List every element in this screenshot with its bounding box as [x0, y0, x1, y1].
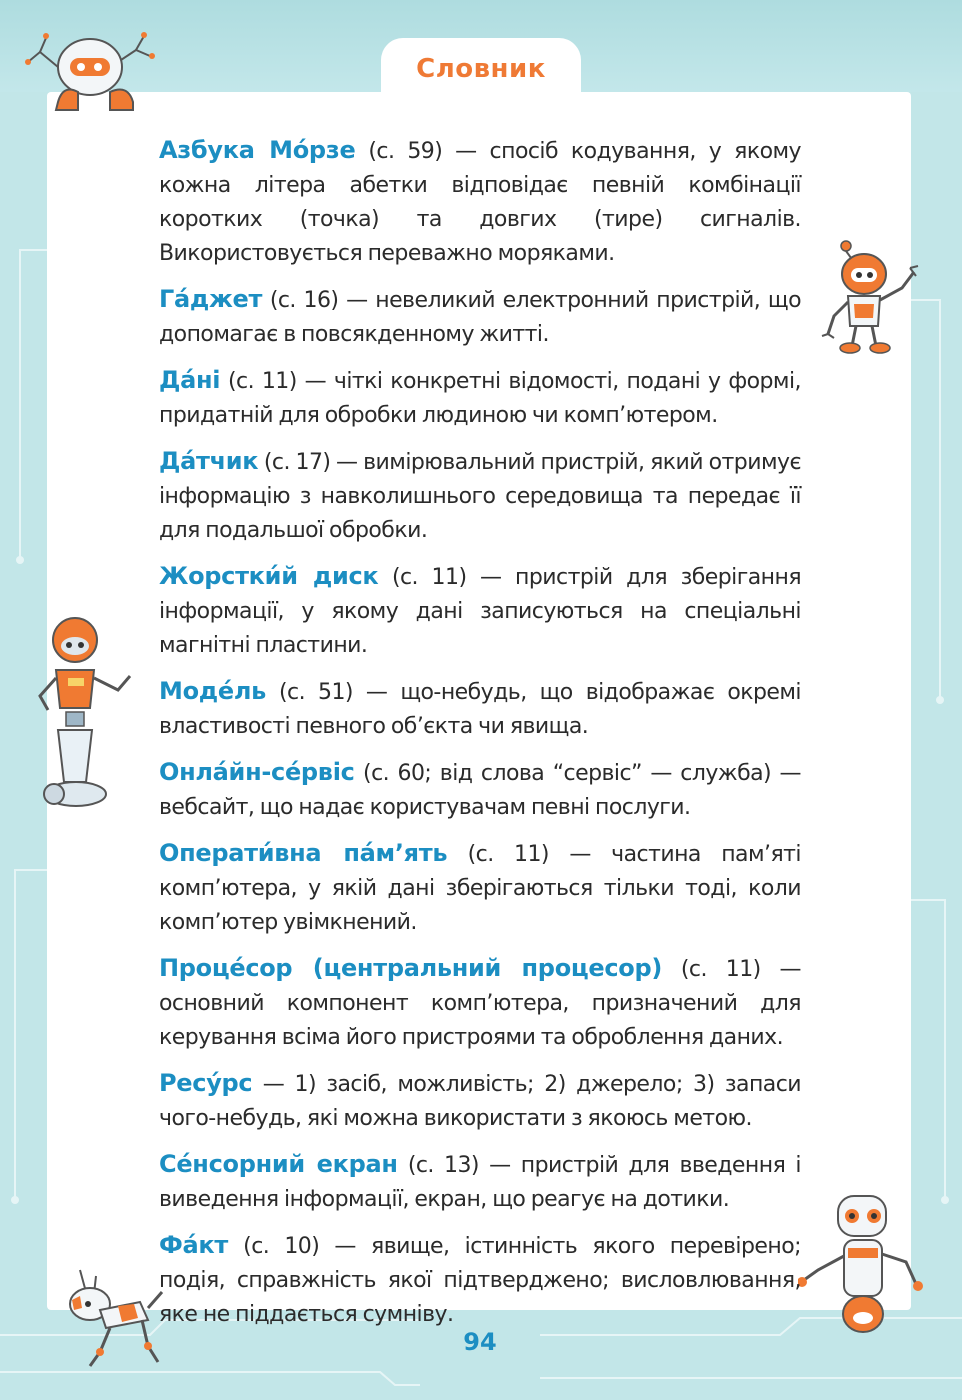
glossary-entry-zhorstkyi-dysk: [159, 559, 801, 663]
term: Да́ні: [159, 366, 221, 394]
robot-segway-icon: [30, 612, 140, 812]
glossary-entry-model: [159, 674, 801, 744]
term: Операти́вна па́м’ять: [159, 839, 448, 867]
definition: (с. 11) — частина пам’яті комп’ютера, у якій дані зберігаються тільки тоді, коли комп’ютер увімкнений.: [159, 842, 801, 935]
definition: (с. 11) — основний компонент комп’ютера, призначений для керування всіма його пристроями та оброблення даних.: [159, 957, 801, 1050]
definition: (с. 17) — вимірювальний пристрій, який отримує інформацію з навколишнього середовища та передає її для подальшої обробки.: [159, 450, 801, 543]
term: Се́нсорний екран: [159, 1150, 398, 1178]
title-tab: [381, 38, 581, 100]
glossary-entry-operatyvna-pamiat: [159, 836, 801, 940]
definition: (с. 16) — невеликий електронний пристрій, що допомагає в повсякденному житті.: [159, 288, 801, 347]
robot-bottom-right-icon: [798, 1192, 928, 1342]
definition: (с. 51) — що-небудь, що відображає окремі властивості певного об’єкта чи явища.: [159, 680, 801, 739]
definition: — 1) засіб, можливість; 2) джерело; 3) запаси чого-небудь, які можна використати з якоюсь метою.: [159, 1072, 801, 1131]
term: Га́джет: [159, 285, 263, 313]
glossary-list: [159, 133, 801, 1343]
definition: (с. 11) — пристрій для зберігання інформації, у якому дані записуються на спеціальні магнітні пластини.: [159, 565, 801, 658]
definition: (с. 11) — чіткі конкретні відомості, подані у формі, придатній для обробки людиною чи комп’ютером.: [159, 369, 801, 428]
term: Ресу́рс: [159, 1069, 253, 1097]
glossary-entry-online-servis: [159, 755, 801, 825]
term: Азбука Мо́рзе: [159, 136, 356, 164]
robot-top-left-icon: [18, 22, 168, 117]
glossary-entry-datchyk: [159, 444, 801, 548]
term: Проце́сор (центральний процесор): [159, 954, 663, 982]
page-title: Словник: [416, 54, 546, 84]
term: Онла́йн-се́рвіс: [159, 758, 355, 786]
definition: (с. 13) — пристрій для введення і виведення інформації, екран, що реагує на дотики.: [159, 1153, 801, 1212]
definition: (с. 59) — спосіб кодування, у якому кожна літера абетки відповідає певній комбінації коротких (точка) та довгих (тире) сигналів. Використовується переважно моряками.: [159, 139, 802, 266]
page-number: 94: [463, 1328, 497, 1356]
term: Жорстки́й диск: [159, 562, 379, 590]
term: Да́тчик: [159, 447, 259, 475]
glossary-entry-gadzhet: [159, 282, 801, 352]
robot-dog-icon: [30, 1262, 170, 1372]
glossary-entry-protsesor: [159, 951, 801, 1055]
definition: (с. 60; від слова “сервіс” — служба) — вебсайт, що надає користувачам певні послуги.: [159, 761, 801, 820]
glossary-entry-sensornyi-ekran: [159, 1147, 801, 1217]
glossary-entry-dani: [159, 363, 801, 433]
glossary-entry-fakt: [159, 1228, 801, 1332]
term: Фа́кт: [159, 1231, 228, 1259]
glossary-entry-azbuka-morze: [159, 133, 801, 271]
glossary-entry-resurs: [159, 1066, 801, 1136]
robot-right-icon: [818, 238, 928, 356]
definition: (с. 10) — явище, істинність якого перевірено; подія, справжність якої підтверджено; висловлювання, яке не піддається сумніву.: [159, 1234, 801, 1327]
term: Моде́ль: [159, 677, 266, 705]
